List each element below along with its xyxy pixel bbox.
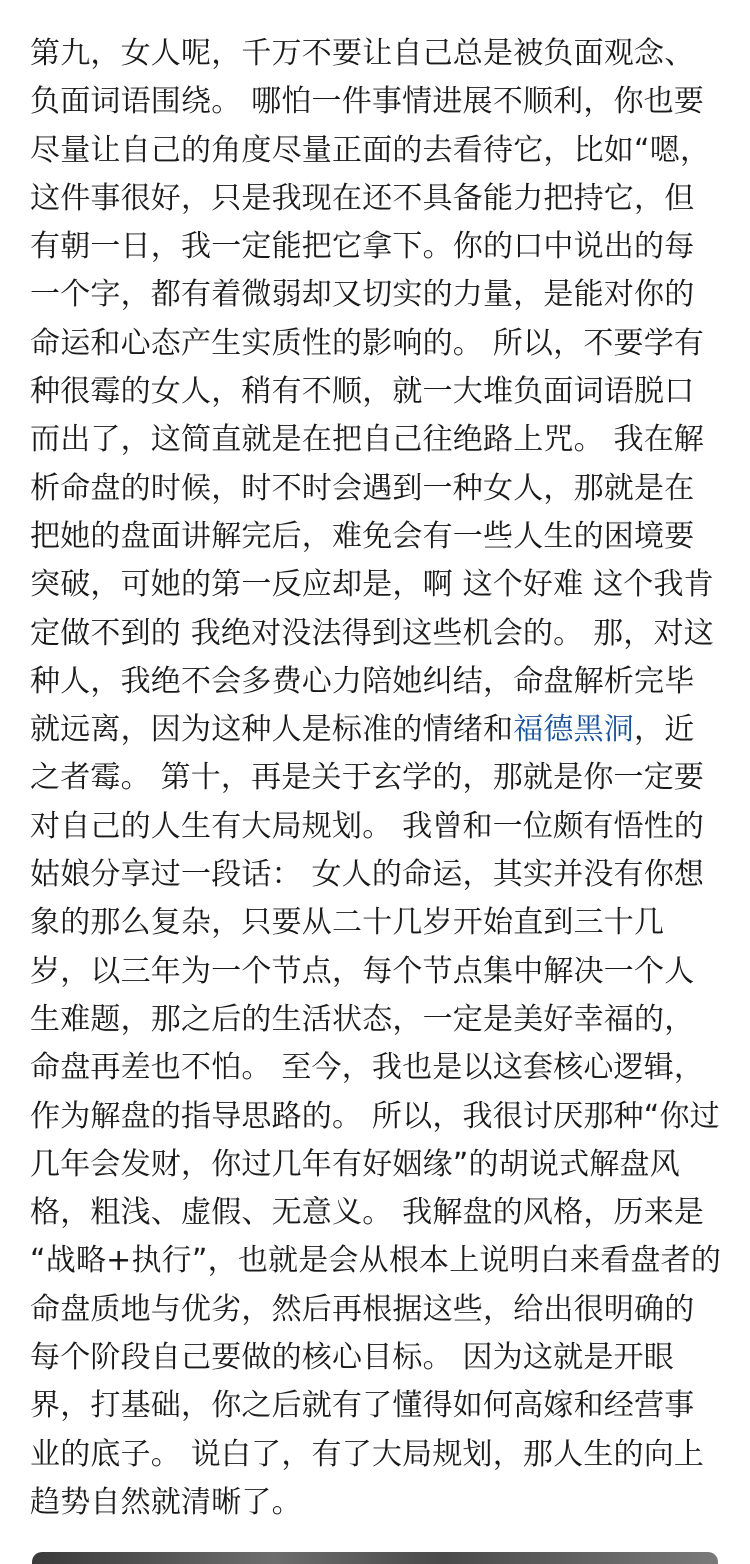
text-line: 负面词语围绕。 哪怕一件事情进展不顺利，你也要 [30,84,705,120]
text-line: 一个字，都有着微弱却又切实的力量，是能对你的 [30,277,695,313]
text-line: 种人，我绝不会多费心力陪她纠结，命盘解析完毕 [30,663,695,699]
text-line: 界，打基础，你之后就有了懂得如何高嫁和经营事 [30,1388,695,1424]
text-line: 趋势自然就清晰了。 [30,1484,302,1520]
text-line: 命盘质地与优劣，然后再根据这些，给出很明确的 [30,1291,695,1327]
text-line: 命运和心态产生实质性的影响的。 所以，不要学有 [30,325,705,361]
text-line: 种很霉的女人，稍有不顺，就一大堆负面词语脱口 [30,374,695,410]
text-line: 之者霉。 第十，再是关于玄学的，那就是你一定要 [30,760,705,796]
text-line: 突破，可她的第一反应却是，啊 这个好难 这个我肯 [30,567,714,603]
text-line: 几年会发财，你过几年有好姻缘”的胡说式解盘风 [30,1146,680,1182]
text-line: 定做不到的 我绝对没法得到这些机会的。 那，对这 [30,615,714,651]
text-line: 岁，以三年为一个节点，每个节点集中解决一个人 [30,953,695,989]
keyword-link[interactable]: 福德黑洞 [513,712,635,748]
text-line: 业的底子。 说白了，有了大局规划，那人生的向上 [30,1436,705,1472]
text-segment: ，近 [634,712,695,748]
text-line: 尽量让自己的角度尽量正面的去看待它，比如“嗯， [30,132,711,168]
text-line: 格，粗浅、虚假、无意义。 我解盘的风格，历来是 [30,1195,705,1231]
article-body [30,30,720,1527]
text-line: 命盘再差也不怕。 至今，我也是以这套核心逻辑， [30,1050,705,1086]
text-line: 析命盘的时候，时不时会遇到一种女人，那就是在 [30,470,695,506]
text-line: 姑娘分享过一段话： 女人的命运，其实并没有你想 [30,857,705,893]
text-segment: 就远离，因为这种人是标准的情绪和 [30,712,514,748]
text-line: 第九，女人呢，千万不要让自己总是被负面观念、 [30,36,695,71]
text-line: 生难题，那之后的生活状态，一定是美好幸福的， [30,1001,695,1037]
text-line: 把她的盘面讲解完后，难免会有一些人生的困境要 [30,518,695,554]
text-line: 作为解盘的指导思路的。 所以，我很讨厌那种“你过 [30,1098,720,1134]
next-image-preview[interactable] [32,1552,718,1564]
text-line-with-link [30,706,720,754]
text-line: 每个阶段自己要做的核心目标。 因为这就是开眼 [30,1340,674,1376]
text-line: 而出了，这简直就是在把自己往绝路上咒。 我在解 [30,422,705,458]
text-line: 有朝一日，我一定能把它拿下。你的口中说出的每 [30,229,695,265]
text-line: 象的那么复杂，只要从二十几岁开始直到三十几 [30,905,665,941]
text-line: 对自己的人生有大局规划。 我曾和一位颇有悟性的 [30,808,705,844]
text-line: “战略+执行”，也就是会从根本上说明白来看盘者的 [30,1243,722,1279]
text-line: 这件事很好，只是我现在还不具备能力把持它，但 [30,180,695,216]
